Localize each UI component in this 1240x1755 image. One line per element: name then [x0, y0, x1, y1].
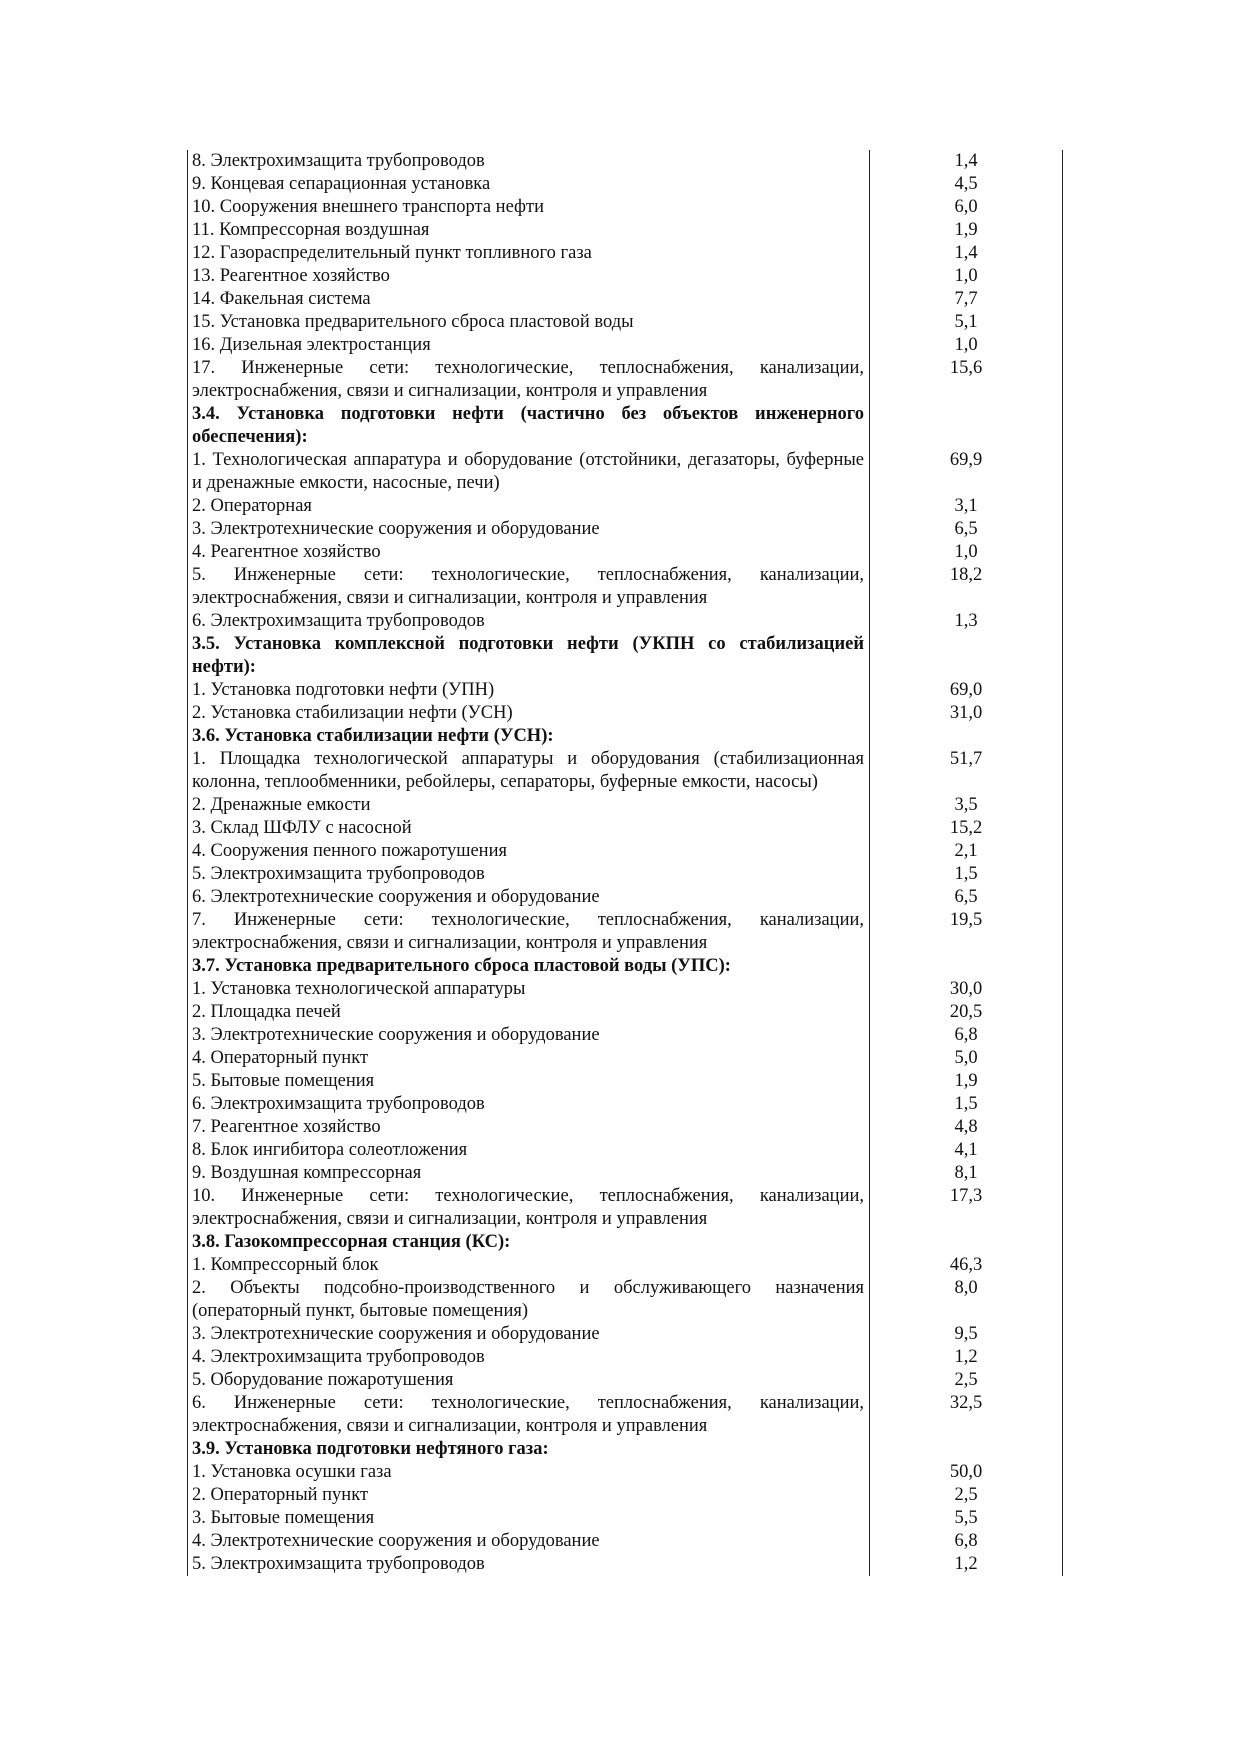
item-name: 1. Площадка технологической аппаратуры и оборудования (стабилизационная колонна, теплообменники, ребойлеры, сепараторы, буферные емкости, насосы): [188, 748, 870, 794]
table-row: [188, 978, 1063, 1001]
item-name: 3. Электротехнические сооружения и оборудование: [188, 1024, 870, 1047]
table-row: [188, 794, 1063, 817]
item-name: 2. Объекты подсобно-производственного и обслуживающего назначения (операторный пункт, бытовые помещения): [188, 1277, 870, 1323]
item-value: 5,0: [870, 1047, 1063, 1070]
section-title: 3.7. Установка предварительного сброса пластовой воды (УПС):: [188, 955, 870, 978]
table-row: [188, 242, 1063, 265]
item-value: 31,0: [870, 702, 1063, 725]
item-name: 2. Операторная: [188, 495, 870, 518]
table-row: [188, 610, 1063, 633]
item-value: 51,7: [870, 748, 1063, 794]
item-value: 1,3: [870, 610, 1063, 633]
item-name: 8. Блок ингибитора солеотложения: [188, 1139, 870, 1162]
item-name: 11. Компрессорная воздушная: [188, 219, 870, 242]
table-row: [188, 679, 1063, 702]
item-name: 6. Электротехнические сооружения и оборудование: [188, 886, 870, 909]
item-name: 16. Дизельная электростанция: [188, 334, 870, 357]
item-name: 7. Реагентное хозяйство: [188, 1116, 870, 1139]
item-name: 3. Бытовые помещения: [188, 1507, 870, 1530]
item-name: 9. Воздушная компрессорная: [188, 1162, 870, 1185]
table-row: [188, 1047, 1063, 1070]
item-name: 1. Компрессорный блок: [188, 1254, 870, 1277]
item-value: 2,5: [870, 1484, 1063, 1507]
table-row: [188, 817, 1063, 840]
item-value: 1,0: [870, 265, 1063, 288]
table-row: [188, 1553, 1063, 1576]
item-value: [870, 1438, 1063, 1461]
item-value: 3,1: [870, 495, 1063, 518]
item-value: 20,5: [870, 1001, 1063, 1024]
table-row: [188, 1001, 1063, 1024]
item-name: 3. Электротехнические сооружения и оборудование: [188, 1323, 870, 1346]
item-value: 6,0: [870, 196, 1063, 219]
item-name: 5. Бытовые помещения: [188, 1070, 870, 1093]
table-row: [188, 1116, 1063, 1139]
item-name: 1. Установка подготовки нефти (УПН): [188, 679, 870, 702]
table-row: [188, 1139, 1063, 1162]
table-row: [188, 1070, 1063, 1093]
item-value: 1,2: [870, 1346, 1063, 1369]
item-value: 1,5: [870, 863, 1063, 886]
item-value: 1,4: [870, 150, 1063, 173]
item-name: 12. Газораспределительный пункт топливного газа: [188, 242, 870, 265]
item-value: 6,8: [870, 1530, 1063, 1553]
table-row: [188, 265, 1063, 288]
item-name: 9. Концевая сепарационная установка: [188, 173, 870, 196]
item-name: 1. Установка технологической аппаратуры: [188, 978, 870, 1001]
table-row: [188, 173, 1063, 196]
item-name: 10. Сооружения внешнего транспорта нефти: [188, 196, 870, 219]
item-value: 8,1: [870, 1162, 1063, 1185]
item-name: 6. Инженерные сети: технологические, теплоснабжения, канализации, электроснабжения, связи и сигнализации, контроля и управления: [188, 1392, 870, 1438]
table-row: [188, 748, 1063, 794]
item-value: 2,1: [870, 840, 1063, 863]
table-row: [188, 1323, 1063, 1346]
item-value: 7,7: [870, 288, 1063, 311]
item-name: 4. Операторный пункт: [188, 1047, 870, 1070]
table-row: [188, 541, 1063, 564]
item-value: 15,2: [870, 817, 1063, 840]
table-row: [188, 449, 1063, 495]
table-row: [188, 196, 1063, 219]
item-value: 5,5: [870, 1507, 1063, 1530]
item-name: 2. Операторный пункт: [188, 1484, 870, 1507]
item-name: 2. Установка стабилизации нефти (УСН): [188, 702, 870, 725]
section-title: 3.9. Установка подготовки нефтяного газа:: [188, 1438, 870, 1461]
item-name: 17. Инженерные сети: технологические, теплоснабжения, канализации, электроснабжения, связи и сигнализации, контроля и управления: [188, 357, 870, 403]
item-value: 4,8: [870, 1116, 1063, 1139]
item-value: 17,3: [870, 1185, 1063, 1231]
table-row: [188, 1369, 1063, 1392]
section-title: 3.6. Установка стабилизации нефти (УСН):: [188, 725, 870, 748]
item-value: [870, 633, 1063, 679]
table-row: [188, 1185, 1063, 1231]
item-name: 4. Электротехнические сооружения и оборудование: [188, 1530, 870, 1553]
item-name: 13. Реагентное хозяйство: [188, 265, 870, 288]
item-value: 15,6: [870, 357, 1063, 403]
item-name: 4. Реагентное хозяйство: [188, 541, 870, 564]
item-value: 30,0: [870, 978, 1063, 1001]
cost-structure-table: [187, 150, 1063, 1576]
table-row: [188, 219, 1063, 242]
item-value: 69,9: [870, 449, 1063, 495]
item-name: 7. Инженерные сети: технологические, теплоснабжения, канализации, электроснабжения, связи и сигнализации, контроля и управления: [188, 909, 870, 955]
item-name: 3. Склад ШФЛУ с насосной: [188, 817, 870, 840]
table-row: [188, 1346, 1063, 1369]
item-value: 3,5: [870, 794, 1063, 817]
table-row: [188, 1461, 1063, 1484]
item-value: [870, 955, 1063, 978]
item-value: 1,5: [870, 1093, 1063, 1116]
table-row: [188, 495, 1063, 518]
table-row: [188, 1392, 1063, 1438]
item-value: 1,9: [870, 1070, 1063, 1093]
item-value: 69,0: [870, 679, 1063, 702]
section-title: 3.4. Установка подготовки нефти (частично без объектов инженерного обеспечения):: [188, 403, 870, 449]
item-name: 5. Электрохимзащита трубопроводов: [188, 863, 870, 886]
table-row: [188, 886, 1063, 909]
section-header-row: [188, 725, 1063, 748]
item-value: 6,5: [870, 886, 1063, 909]
item-name: 8. Электрохимзащита трубопроводов: [188, 150, 870, 173]
item-name: 2. Площадка печей: [188, 1001, 870, 1024]
table-row: [188, 564, 1063, 610]
table-row: [188, 1162, 1063, 1185]
item-value: 1,0: [870, 541, 1063, 564]
item-value: 4,5: [870, 173, 1063, 196]
table-row: [188, 863, 1063, 886]
item-value: [870, 403, 1063, 449]
item-value: 8,0: [870, 1277, 1063, 1323]
item-name: 5. Инженерные сети: технологические, теплоснабжения, канализации, электроснабжения, связи и сигнализации, контроля и управления: [188, 564, 870, 610]
item-value: 6,5: [870, 518, 1063, 541]
table-row: [188, 1277, 1063, 1323]
item-name: 10. Инженерные сети: технологические, теплоснабжения, канализации, электроснабжения, связи и сигнализации, контроля и управления: [188, 1185, 870, 1231]
section-header-row: [188, 1231, 1063, 1254]
item-value: 6,8: [870, 1024, 1063, 1047]
item-value: 32,5: [870, 1392, 1063, 1438]
item-value: 18,2: [870, 564, 1063, 610]
table-row: [188, 1093, 1063, 1116]
item-value: 9,5: [870, 1323, 1063, 1346]
item-name: 14. Факельная система: [188, 288, 870, 311]
table-row: [188, 357, 1063, 403]
table-row: [188, 334, 1063, 357]
item-value: 1,4: [870, 242, 1063, 265]
item-name: 15. Установка предварительного сброса пластовой воды: [188, 311, 870, 334]
table-row: [188, 1484, 1063, 1507]
item-name: 1. Установка осушки газа: [188, 1461, 870, 1484]
item-value: 50,0: [870, 1461, 1063, 1484]
item-value: [870, 725, 1063, 748]
table-row: [188, 1507, 1063, 1530]
section-title: 3.5. Установка комплексной подготовки нефти (УКПН со стабилизацией нефти):: [188, 633, 870, 679]
section-title: 3.8. Газокомпрессорная станция (КС):: [188, 1231, 870, 1254]
section-header-row: [188, 955, 1063, 978]
item-name: 5. Оборудование пожаротушения: [188, 1369, 870, 1392]
table-row: [188, 311, 1063, 334]
item-name: 3. Электротехнические сооружения и оборудование: [188, 518, 870, 541]
item-name: 5. Электрохимзащита трубопроводов: [188, 1553, 870, 1576]
item-value: [870, 1231, 1063, 1254]
item-name: 6. Электрохимзащита трубопроводов: [188, 1093, 870, 1116]
table-row: [188, 150, 1063, 173]
table-row: [188, 702, 1063, 725]
item-value: 5,1: [870, 311, 1063, 334]
item-value: 19,5: [870, 909, 1063, 955]
item-name: 4. Электрохимзащита трубопроводов: [188, 1346, 870, 1369]
item-name: 1. Технологическая аппаратура и оборудование (отстойники, дегазаторы, буферные и дренажные емкости, насосные, печи): [188, 449, 870, 495]
table-row: [188, 1254, 1063, 1277]
table-row: [188, 1024, 1063, 1047]
item-value: 1,0: [870, 334, 1063, 357]
table-row: [188, 840, 1063, 863]
table-row: [188, 288, 1063, 311]
section-header-row: [188, 633, 1063, 679]
item-value: 2,5: [870, 1369, 1063, 1392]
item-name: 4. Сооружения пенного пожаротушения: [188, 840, 870, 863]
item-value: 4,1: [870, 1139, 1063, 1162]
item-name: 2. Дренажные емкости: [188, 794, 870, 817]
item-name: 6. Электрохимзащита трубопроводов: [188, 610, 870, 633]
table-row: [188, 1530, 1063, 1553]
table-body: [188, 150, 1063, 1576]
section-header-row: [188, 1438, 1063, 1461]
item-value: 1,9: [870, 219, 1063, 242]
item-value: 46,3: [870, 1254, 1063, 1277]
table-row: [188, 909, 1063, 955]
section-header-row: [188, 403, 1063, 449]
item-value: 1,2: [870, 1553, 1063, 1576]
table-row: [188, 518, 1063, 541]
